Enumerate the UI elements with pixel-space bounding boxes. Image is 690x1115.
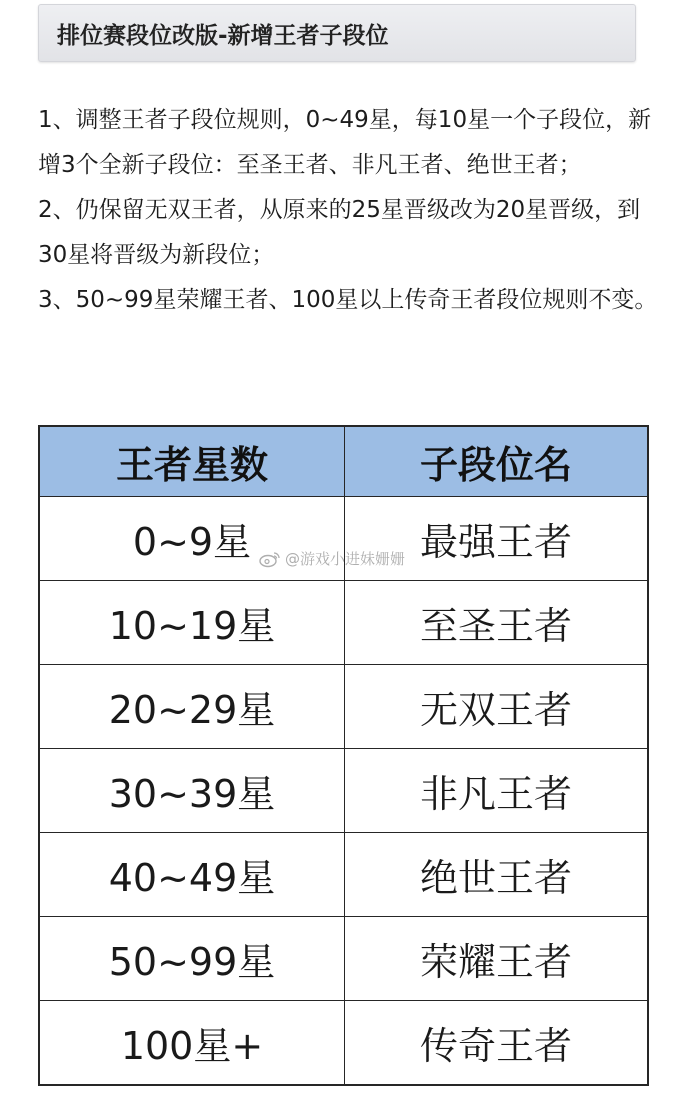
subrank-cell: 至圣王者 (419, 604, 572, 648)
title-bar (38, 4, 636, 62)
table-row (40, 832, 647, 916)
stars-cell: 100星+ (40, 1001, 345, 1084)
weibo-icon (258, 550, 282, 568)
stars-cell: 50~99星 (40, 917, 345, 1000)
subrank-cell: 荣耀王者 (419, 940, 572, 984)
stars-cell: 10~19星 (40, 581, 345, 664)
subrank-cell: 无双王者 (419, 688, 572, 732)
table-row (40, 664, 647, 748)
page-title: 排位赛段位改版-新增王者子段位 (57, 22, 389, 49)
table-row (40, 1000, 647, 1084)
paragraph-1: 1、调整王者子段位规则，0~49星，每10星一个子段位，新增3个全新子段位：至圣王者、非凡王者、绝世王者； (38, 107, 652, 178)
rank-table (38, 425, 649, 1086)
table-row (40, 916, 647, 1000)
subrank-cell: 绝世王者 (419, 856, 572, 900)
table-row (40, 580, 647, 664)
body-text (38, 98, 658, 323)
paragraph-3: 3、50~99星荣耀王者、100星以上传奇王者段位规则不变。 (38, 287, 658, 313)
stars-cell: 40~49星 (40, 833, 345, 916)
header-subrank: 子段位名 (419, 443, 572, 487)
watermark (258, 548, 405, 569)
paragraph-2: 2、仍保留无双王者，从原来的25星晋级改为20星晋级，到30星将晋级为新段位； (38, 197, 641, 268)
stars-cell: 20~29星 (40, 665, 345, 748)
header-stars: 王者星数 (40, 427, 345, 496)
table-row (40, 748, 647, 832)
subrank-cell: 传奇王者 (419, 1024, 572, 1068)
table-header-row (40, 427, 647, 496)
watermark-text: @游戏小进妹姗姗 (285, 550, 406, 568)
subrank-cell: 最强王者 (419, 520, 572, 564)
stars-cell: 0~9星 (40, 497, 345, 580)
stars-cell: 30~39星 (40, 749, 345, 832)
subrank-cell: 非凡王者 (419, 772, 572, 816)
